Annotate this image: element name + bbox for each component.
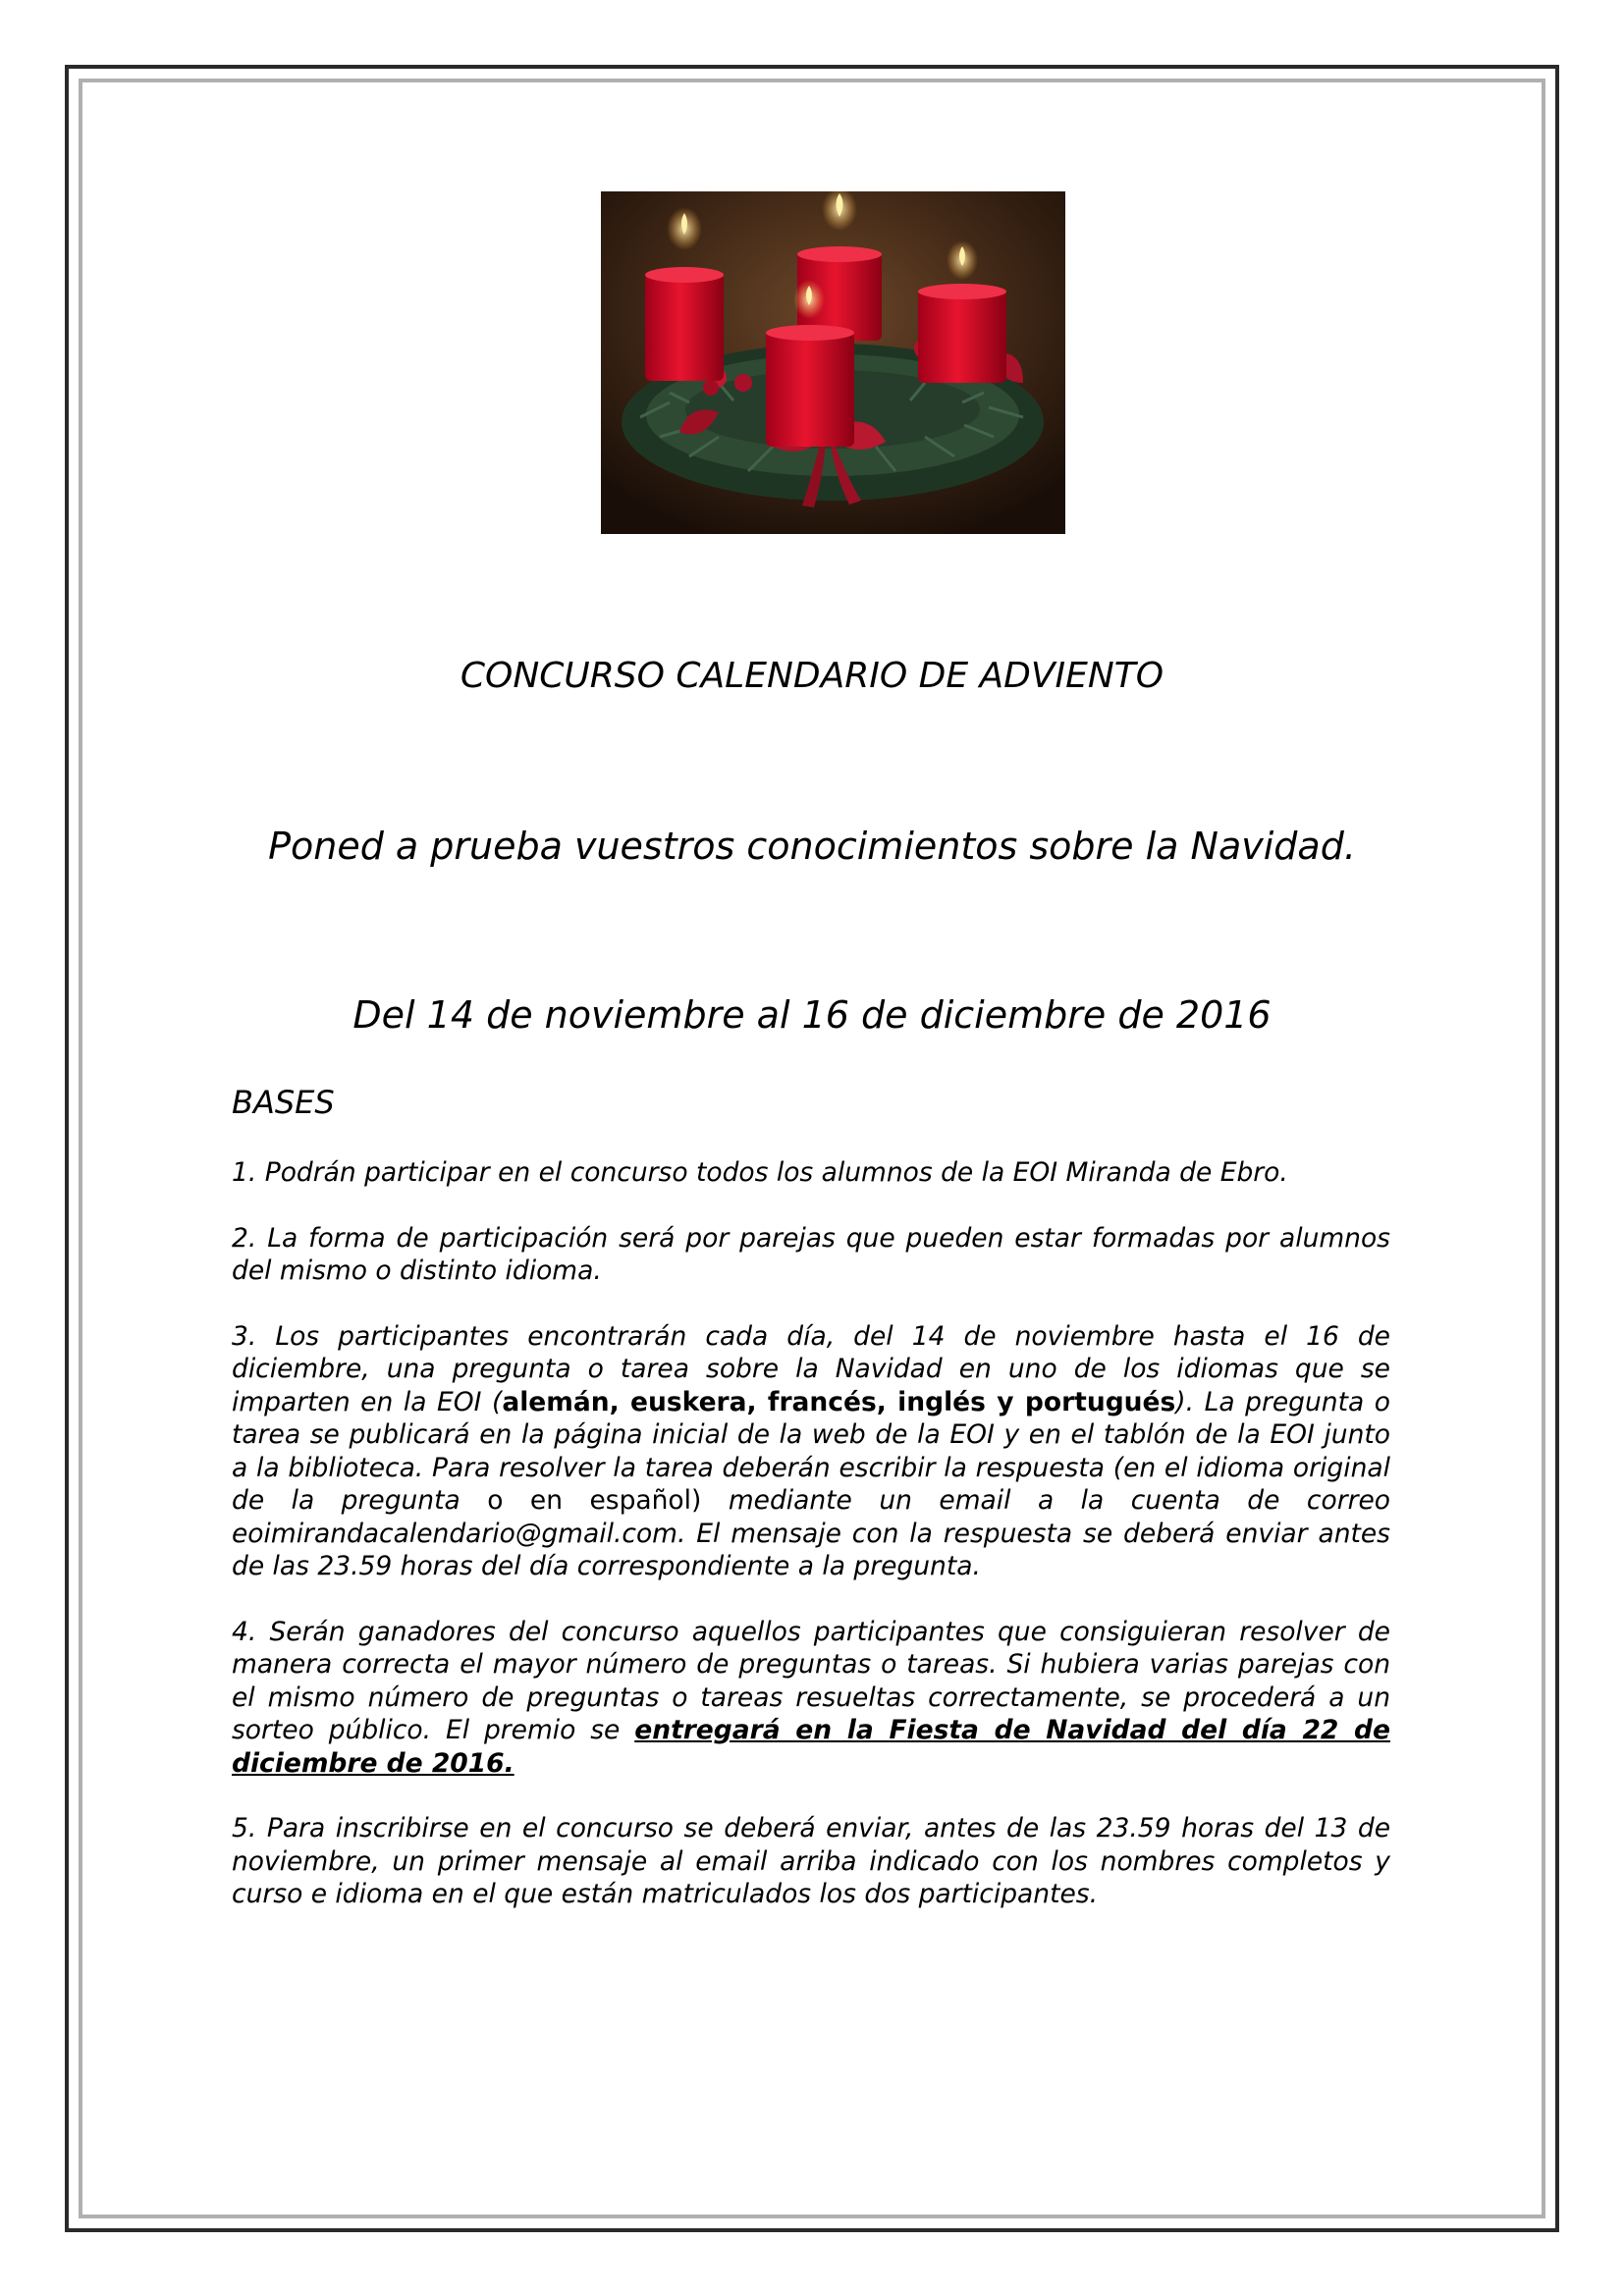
contest-subtitle: Poned a prueba vuestros conocimientos sobre la Navidad. bbox=[268, 825, 1356, 868]
rule-3-spanish: o en español) bbox=[460, 1485, 702, 1516]
rule-5: 5. Para inscribirse en el concurso se deberá enviar, antes de las 23.59 horas del 13 de noviembre, un primer mensaje al email arriba indicado con los nombres completos y curso e idioma en el que están matriculados los dos participantes. bbox=[232, 1813, 1390, 1909]
rule-1: 1. Podrán participar en el concurso todos los alumnos de la EOI Miranda de Ebro. bbox=[232, 1157, 1288, 1188]
rule-4-text: 4. Serán ganadores del concurso aquellos participantes que consiguieran resolver de manera correcta el mayor número de preguntas o tareas. Si hubiera varias parejas con el mismo número de preguntas o tareas resueltas correctamente, se procederá a un sorteo público. El premio se bbox=[232, 1616, 1390, 1745]
rule-4-prize-date: entregará en la Fiesta de Navidad del día 22 de diciembre de 2016. bbox=[232, 1715, 1390, 1779]
contest-title: CONCURSO CALENDARIO DE ADVIENTO bbox=[460, 656, 1164, 696]
rule-3-languages: alemán, euskera, francés, inglés y portugués bbox=[502, 1386, 1176, 1417]
rule-3-text-c: mediante un email a la cuenta de correo eoimirandacalendario@gmail.com. El mensaje con la respuesta se deberá enviar antes de las 23.59 horas del día correspondiente a la pregunta. bbox=[232, 1485, 1390, 1581]
rule-4 bbox=[232, 1616, 1390, 1781]
rules-list bbox=[232, 1156, 1390, 1944]
rule-3-text-b: ). La pregunta o tarea se publicará en la página inicial de la web de la EOI y en el tablón de la EOI junto a la biblioteca. Para resolver la tarea deberán escribir la respuesta (en el idioma original de la pregunta bbox=[232, 1386, 1391, 1516]
contest-dates: Del 14 de noviembre al 16 de diciembre de 2016 bbox=[352, 993, 1272, 1037]
advent-wreath-candles-photo bbox=[601, 191, 1065, 534]
rule-2: 2. La forma de participación será por parejas que pueden estar formadas por alumnos del mismo o distinto idioma. bbox=[232, 1222, 1390, 1286]
rule-3-text-a: 3. Los participantes encontrarán cada día, del 14 de noviembre hasta el 16 de diciembre, una pregunta o tarea sobre la Navidad en uno de los idiomas que se imparten en la EOI ( bbox=[232, 1320, 1390, 1417]
rule-3 bbox=[232, 1320, 1390, 1583]
bases-heading: BASES bbox=[232, 1084, 335, 1121]
